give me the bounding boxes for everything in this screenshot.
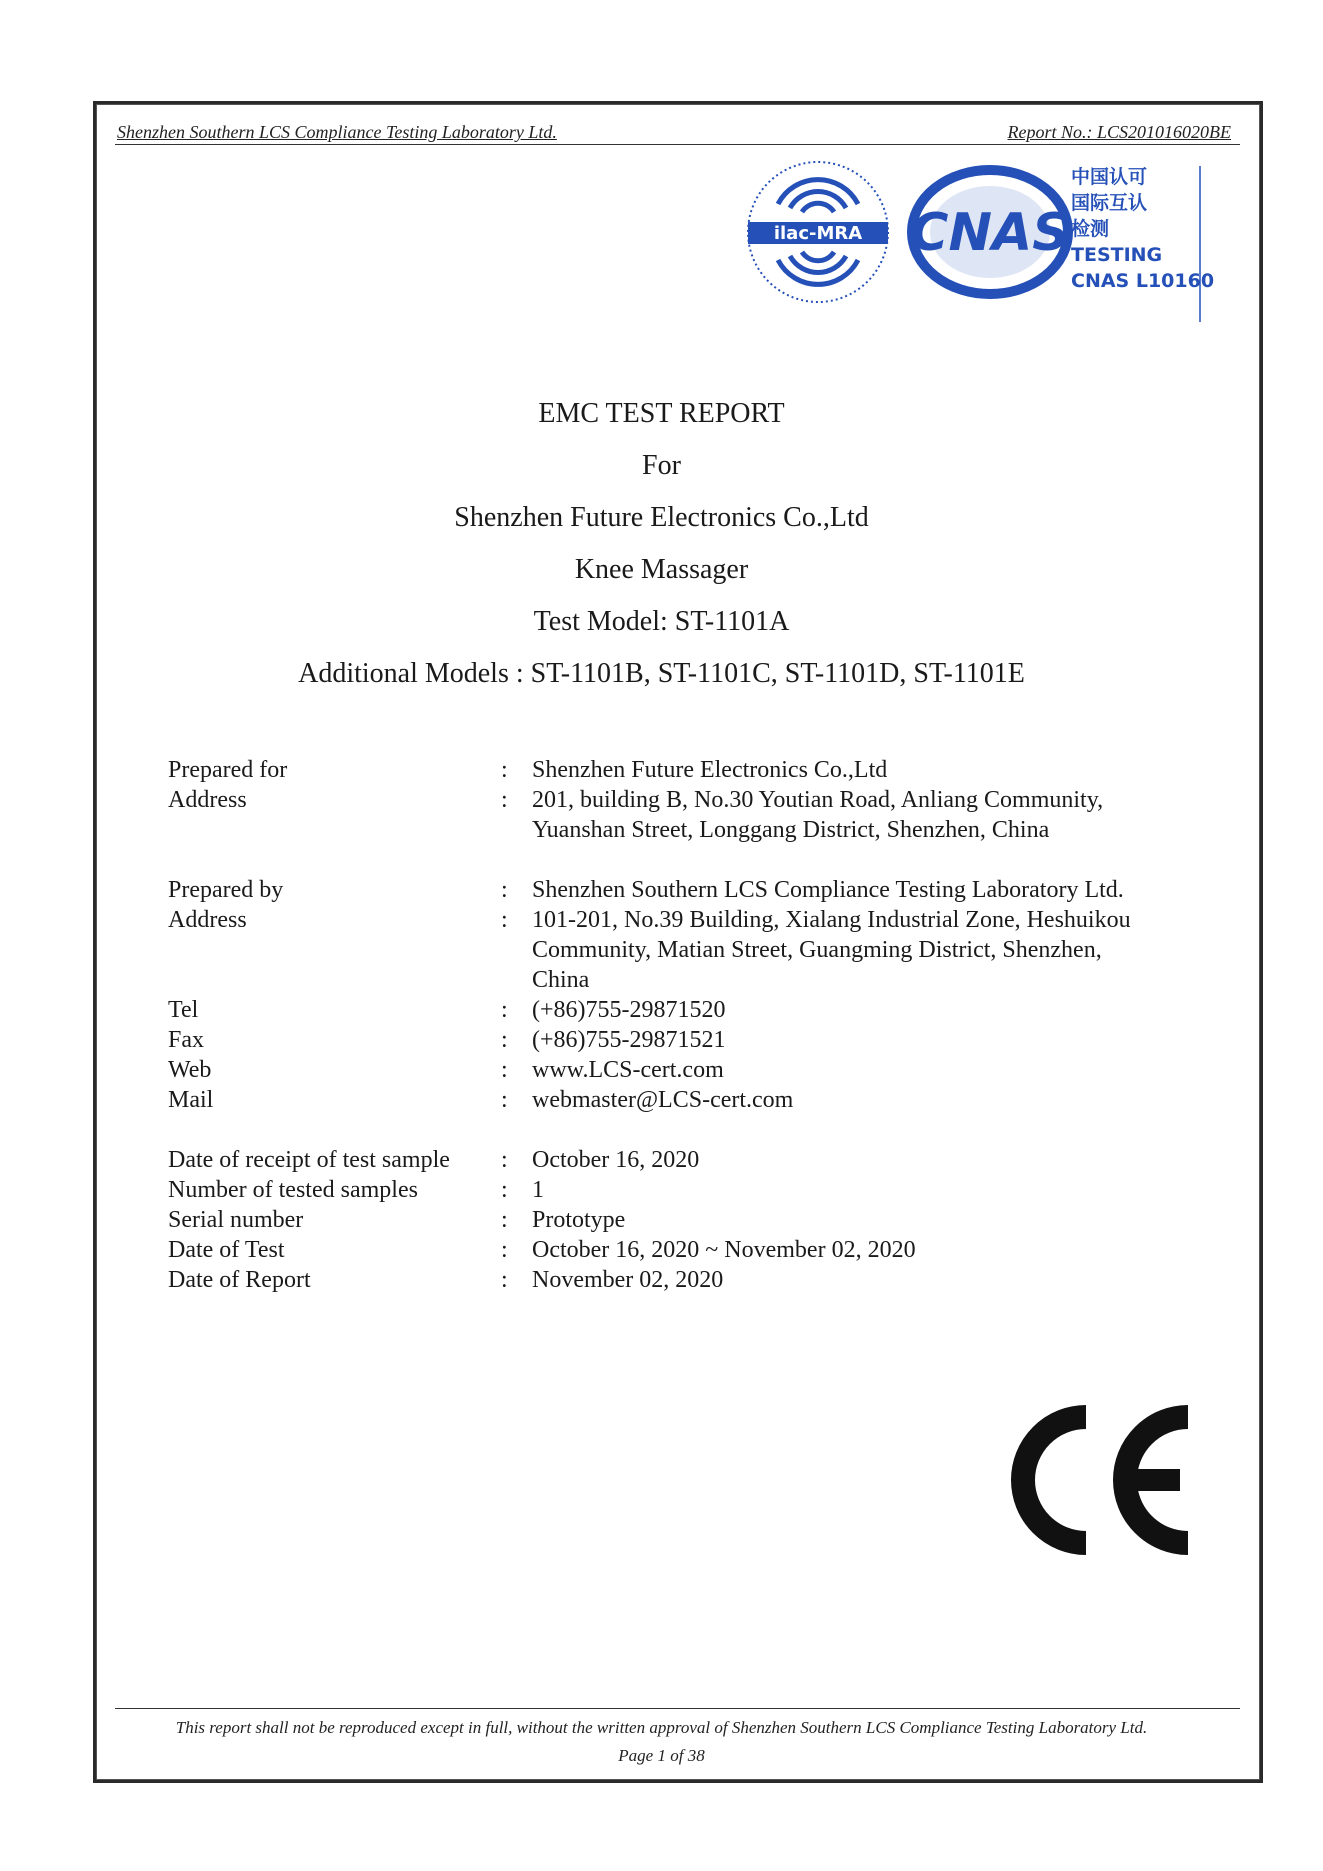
serial-number-label: Serial number bbox=[168, 1207, 304, 1233]
fax-value: (+86)755-29871521 bbox=[532, 1027, 726, 1053]
prepared-by-label: Prepared by bbox=[168, 877, 284, 903]
prepared-for-value: Shenzhen Future Electronics Co.,Ltd bbox=[532, 757, 888, 783]
header-divider bbox=[115, 144, 1240, 145]
report-date-value: November 02, 2020 bbox=[532, 1267, 724, 1293]
separator-colon: : bbox=[501, 1267, 508, 1293]
prepared-by-value: Shenzhen Southern LCS Compliance Testing Laboratory Ltd. bbox=[532, 877, 1124, 903]
header-lab-name: Shenzhen Southern LCS Compliance Testing Laboratory Ltd. bbox=[117, 122, 557, 142]
test-date-label: Date of Test bbox=[168, 1237, 285, 1263]
samples-count-value: 1 bbox=[532, 1177, 544, 1203]
mail-label: Mail bbox=[168, 1087, 214, 1113]
web-label: Web bbox=[168, 1057, 212, 1083]
separator-colon: : bbox=[501, 1177, 508, 1203]
applicant-address-label: Address bbox=[168, 787, 247, 813]
report-client-name: Shenzhen Future Electronics Co.,Ltd bbox=[454, 502, 869, 533]
footer-reproduction-note: This report shall not be reproduced except in full, without the written approval of Shenzhen Southern LCS Compliance Testing Laboratory Ltd. bbox=[175, 1718, 1148, 1737]
separator-colon: : bbox=[501, 787, 508, 813]
report-additional-models: Additional Models : ST-1101B, ST-1101C, ST-1101D, ST-1101E bbox=[298, 658, 1025, 689]
applicant-address-line-2: Yuanshan Street, Longgang District, Shenzhen, China bbox=[532, 817, 1050, 843]
report-test-model: Test Model: ST-1101A bbox=[533, 606, 790, 637]
receipt-date-value: October 16, 2020 bbox=[532, 1147, 700, 1173]
cnas-testing-label: TESTING bbox=[1071, 244, 1163, 266]
separator-colon: : bbox=[501, 1027, 508, 1053]
separator-colon: : bbox=[501, 877, 508, 903]
report-date-label: Date of Report bbox=[168, 1267, 311, 1293]
cnas-accreditation-text bbox=[1071, 164, 1214, 294]
lab-address-line-1: 101-201, No.39 Building, Xialang Industrial Zone, Heshuikou bbox=[532, 907, 1131, 933]
test-date-value: October 16, 2020 ~ November 02, 2020 bbox=[532, 1237, 916, 1263]
separator-colon: : bbox=[501, 1207, 508, 1233]
footer-page-number: Page 1 of 38 bbox=[618, 1746, 705, 1765]
samples-count-label: Number of tested samples bbox=[168, 1177, 418, 1203]
accreditation-logos bbox=[740, 152, 1215, 322]
cnas-cn-line-1: 中国认可 bbox=[1071, 166, 1148, 188]
web-value: www.LCS-cert.com bbox=[532, 1057, 724, 1083]
separator-colon: : bbox=[501, 757, 508, 783]
separator-colon: : bbox=[501, 1057, 508, 1083]
ilac-logo-text: ilac-MRA bbox=[773, 223, 863, 244]
separator-colon: : bbox=[501, 1237, 508, 1263]
tel-value: (+86)755-29871520 bbox=[532, 997, 726, 1023]
separator-colon: : bbox=[501, 907, 508, 933]
fax-label: Fax bbox=[168, 1027, 204, 1053]
report-title-for: For bbox=[642, 450, 681, 481]
separator-colon: : bbox=[501, 997, 508, 1023]
header-report-number: Report No.: LCS201016020BE bbox=[1007, 122, 1231, 142]
prepared-for-label: Prepared for bbox=[168, 757, 288, 783]
receipt-date-label: Date of receipt of test sample bbox=[168, 1147, 450, 1173]
cnas-logo-text: CNAS bbox=[910, 203, 1070, 263]
footer-divider bbox=[115, 1708, 1240, 1709]
ce-mark-icon bbox=[1000, 1405, 1200, 1555]
separator-colon: : bbox=[501, 1087, 508, 1113]
cnas-cn-line-2: 国际互认 bbox=[1071, 192, 1148, 214]
lab-address-line-2: Community, Matian Street, Guangming District, Shenzhen, bbox=[532, 937, 1102, 963]
lab-address-line-3: China bbox=[532, 967, 590, 993]
cnas-number: CNAS L10160 bbox=[1071, 270, 1215, 292]
report-product-name: Knee Massager bbox=[574, 554, 749, 585]
separator-colon: : bbox=[501, 1147, 508, 1173]
lab-address-label: Address bbox=[168, 907, 247, 933]
applicant-address-line-1: 201, building B, No.30 Youtian Road, Anliang Community, bbox=[532, 787, 1104, 813]
serial-number-value: Prototype bbox=[532, 1207, 626, 1233]
cnas-cn-line-3: 检测 bbox=[1071, 218, 1110, 240]
mail-value: webmaster@LCS-cert.com bbox=[532, 1087, 794, 1113]
report-title: EMC TEST REPORT bbox=[538, 398, 785, 429]
tel-label: Tel bbox=[168, 997, 199, 1023]
